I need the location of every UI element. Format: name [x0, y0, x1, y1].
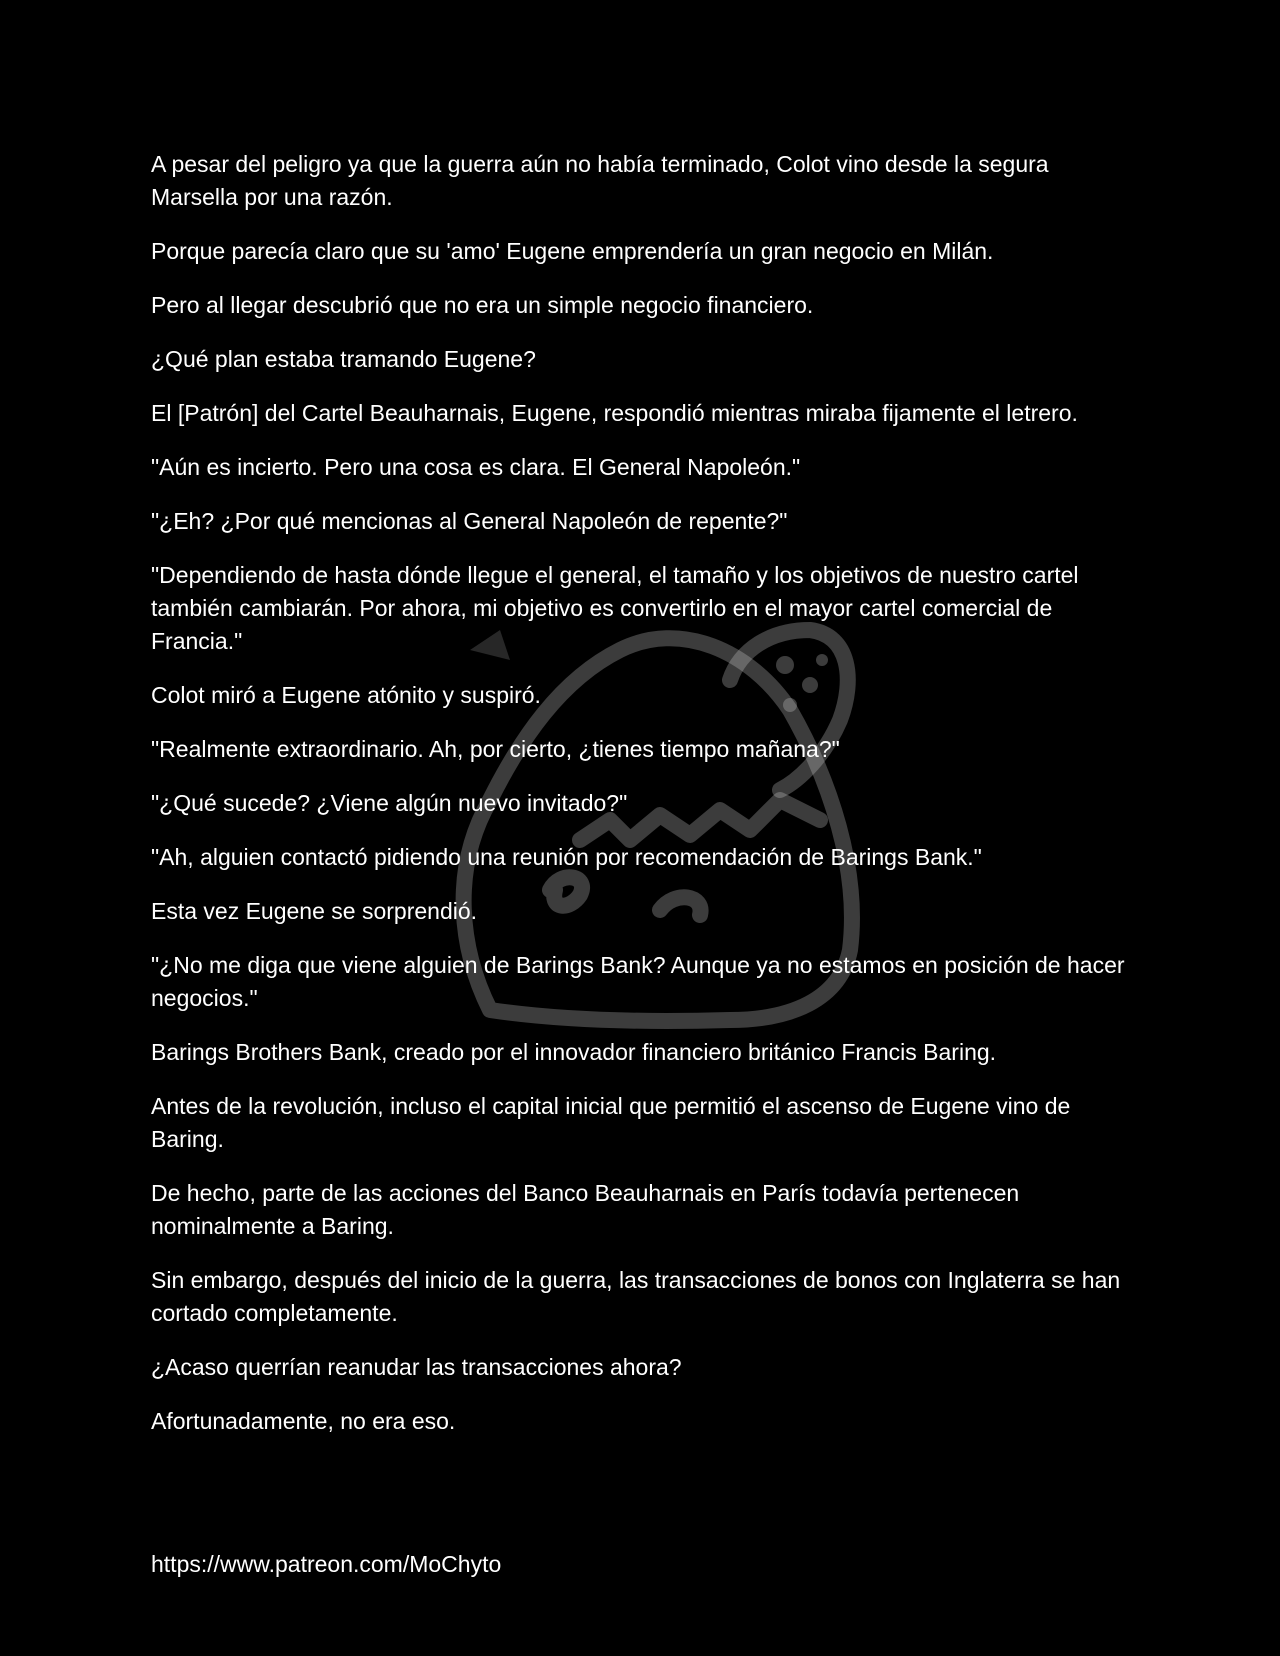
paragraph: Antes de la revolución, incluso el capital inicial que permitió el ascenso de Eugene vino de Baring. [151, 1093, 1071, 1152]
article-body [151, 148, 1136, 1459]
paragraph: "Ah, alguien contactó pidiendo una reunión por recomendación de Barings Bank." [151, 844, 982, 870]
paragraph: Barings Brothers Bank, creado por el innovador financiero británico Francis Baring. [151, 1039, 997, 1065]
paragraph: "Aún es incierto. Pero una cosa es clara. El General Napoleón." [151, 454, 801, 480]
paragraph: A pesar del peligro ya que la guerra aún no había terminado, Colot vino desde la segura Marsella por una razón. [151, 151, 1049, 210]
paragraph: Sin embargo, después del inicio de la guerra, las transacciones de bonos con Inglaterra se han cortado completamente. [151, 1267, 1121, 1326]
paragraph: Colot miró a Eugene atónito y suspiró. [151, 682, 541, 708]
paragraph: Porque parecía claro que su 'amo' Eugene emprendería un gran negocio en Milán. [151, 238, 994, 264]
paragraph: ¿Acaso querrían reanudar las transacciones ahora? [151, 1354, 682, 1380]
paragraph: "¿Eh? ¿Por qué mencionas al General Napoleón de repente?" [151, 508, 788, 534]
paragraph: "¿No me diga que viene alguien de Barings Bank? Aunque ya no estamos en posición de hacer negocios." [151, 952, 1125, 1011]
paragraph: Afortunadamente, no era eso. [151, 1408, 456, 1434]
paragraph: Pero al llegar descubrió que no era un simple negocio financiero. [151, 292, 814, 318]
paragraph: De hecho, parte de las acciones del Banco Beauharnais en París todavía pertenecen nominalmente a Baring. [151, 1180, 1020, 1239]
paragraph: ¿Qué plan estaba tramando Eugene? [151, 346, 536, 372]
paragraph: "Realmente extraordinario. Ah, por cierto, ¿tienes tiempo mañana?" [151, 736, 840, 762]
paragraph: "¿Qué sucede? ¿Viene algún nuevo invitado?" [151, 790, 628, 816]
paragraph: El [Patrón] del Cartel Beauharnais, Eugene, respondió mientras miraba fijamente el letrero. [151, 400, 1078, 426]
paragraph: Esta vez Eugene se sorprendió. [151, 898, 478, 924]
patreon-link[interactable]: https://www.patreon.com/MoChyto [151, 1551, 502, 1577]
paragraph: "Dependiendo de hasta dónde llegue el general, el tamaño y los objetivos de nuestro cartel también cambiarán. Por ahora, mi objetivo es convertirlo en el mayor cartel comercial de Francia." [151, 562, 1079, 654]
